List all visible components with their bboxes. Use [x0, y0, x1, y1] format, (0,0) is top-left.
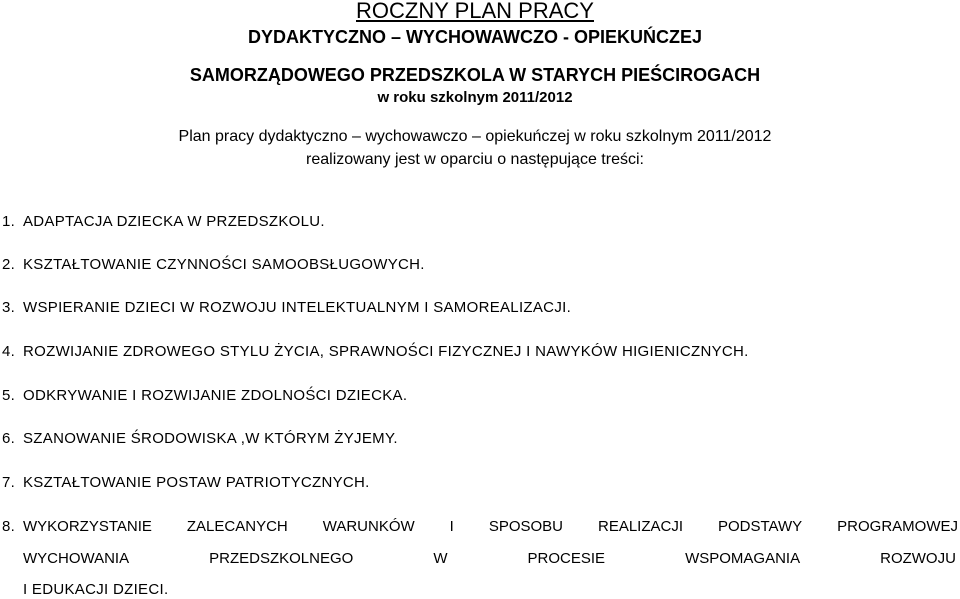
plan-subtitle: DYDAKTYCZNO – WYCHOWAWCZO - OPIEKUŃCZEJ — [247, 27, 702, 47]
item-8-word: ZALECANYCH — [186, 518, 288, 535]
item-8-word: PRZEDSZKOLNEGO — [209, 550, 354, 567]
item-8-word: SPOSOBU — [488, 518, 563, 535]
item-number: 4. — [2, 343, 16, 360]
list-item — [2, 256, 425, 274]
item-number: 3. — [2, 299, 16, 316]
item-8-word: I — [449, 518, 454, 535]
item-8-word: WARUNKÓW — [322, 518, 415, 535]
list-item — [2, 387, 407, 405]
item-8-line-3: I EDUKACJI DZIECI. — [23, 581, 169, 598]
item-text: ADAPTACJA DZIECKA W PRZEDSZKOLU. — [23, 213, 325, 230]
item-8-word: PROGRAMOWEJ — [837, 518, 958, 535]
list-item — [2, 430, 398, 448]
item-8-word: REALIZACJI — [597, 518, 684, 535]
item-text: KSZTAŁTOWANIE CZYNNOŚCI SAMOOBSŁUGOWYCH. — [23, 256, 425, 273]
school-year: w roku szkolnym 2011/2012 — [377, 89, 573, 106]
item-8-line-1 — [23, 518, 958, 536]
item-number: 5. — [2, 387, 16, 404]
item-number: 1. — [2, 213, 16, 230]
item-8-word: PROCESIE — [527, 550, 606, 567]
item-8-word: ROZWOJU — [880, 550, 956, 567]
item-8-word: WYKORZYSTANIE — [23, 518, 152, 535]
school-name: SAMORZĄDOWEGO PRZEDSZKOLA W STARYCH PIEŚCIROGACH — [189, 65, 761, 85]
item-text: WSPIERANIE DZIECI W ROZWOJU INTELEKTUALNYM I SAMOREALIZACJI. — [23, 299, 572, 316]
item-8-word: W — [433, 550, 448, 567]
intro-line-2: realizowany jest w oparciu o następujące treści: — [306, 151, 644, 168]
item-number: 6. — [2, 430, 16, 447]
list-item — [2, 213, 325, 231]
item-text: ROZWIJANIE ZDROWEGO STYLU ŻYCIA, SPRAWNOŚCI FIZYCZNEJ I NAWYKÓW HIGIENICZNYCH. — [23, 343, 749, 360]
item-text: ODKRYWANIE I ROZWIJANIE ZDOLNOŚCI DZIECKA. — [23, 387, 408, 404]
item-8-number-wrap — [2, 518, 23, 536]
item-number: 7. — [2, 474, 16, 491]
item-number: 8. — [2, 518, 16, 535]
item-8-word: PODSTAWY — [718, 518, 803, 535]
intro-line-1: Plan pracy dydaktyczno – wychowawczo – opiekuńczej w roku szkolnym 2011/2012 — [178, 128, 772, 145]
item-8-word: WYCHOWANIA — [23, 550, 130, 567]
item-8-word: WSPOMAGANIA — [685, 550, 801, 567]
list-item — [2, 343, 749, 361]
page-title: ROCZNY PLAN PRACY — [356, 0, 594, 23]
item-number: 2. — [2, 256, 16, 273]
list-item — [2, 474, 370, 492]
list-item — [2, 299, 571, 317]
item-8-line-2 — [23, 550, 956, 568]
item-text: SZANOWANIE ŚRODOWISKA ,W KTÓRYM ŻYJEMY. — [23, 430, 398, 447]
item-text: KSZTAŁTOWANIE POSTAW PATRIOTYCZNYCH. — [23, 474, 370, 491]
